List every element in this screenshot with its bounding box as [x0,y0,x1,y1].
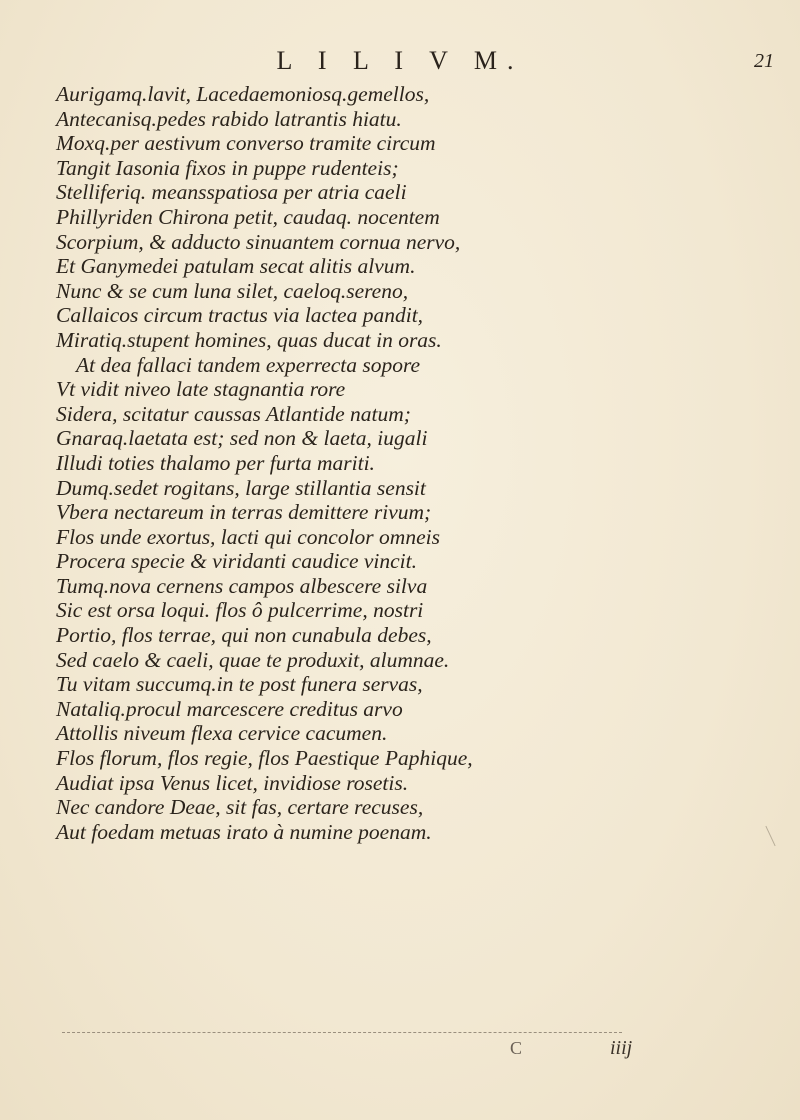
verse-line: Et Ganymedei patulam secat alitis alvum. [56,254,416,279]
verse-line: Tu vitam succumq.in te post funera servas, [56,672,423,697]
margin-mark [765,826,775,846]
verse-line: Portio, flos terrae, qui non cunabula debes, [56,623,432,648]
verse-line: Sic est orsa loqui. flos ô pulcerrime, nostri [56,598,424,623]
poem-body [56,82,696,844]
verse-line: Miratiq.stupent homines, quas ducat in oras. [56,327,442,352]
verse-line: Tangit Iasonia fixos in puppe rudenteis; [56,155,399,180]
verse-line: Illudi toties thalamo per furta mariti. [56,450,375,475]
verse-line: Gnaraq.laetata est; sed non & laeta, iugali [56,426,428,451]
verse-line: Vbera nectareum in terras demittere rivum; [56,500,432,525]
verse-line: Dumq.sedet rogitans, large stillantia sensit [56,475,426,500]
verse-line: Nec candore Deae, sit fas, certare recuses, [56,795,424,820]
verse-line: Phillyriden Chirona petit, caudaq. nocentem [56,204,440,229]
verse-line: Antecanisq.pedes rabido latrantis hiatu. [56,106,402,131]
verse-line: Aut foedam metuas irato à numine poenam. [56,819,432,844]
verse-line: Tumq.nova cernens campos albescere silva [56,573,428,598]
verse-line: Attollis niveum flexa cervice cacumen. [56,721,388,746]
verse-line: Callaicos circum tractus via lactea pandit, [56,303,424,328]
verse-line: Sed caelo & caeli, quae te produxit, alumnae. [56,647,450,672]
signature-mark: C [510,1038,523,1058]
running-title: L I L I V M. [276,46,524,75]
page-number: 21 [754,50,774,72]
verse-line: At dea fallaci tandem experrecta sopore [76,352,421,377]
verse-line: Vt vidit niveo late stagnantia rore [56,377,346,402]
verse-line: Flos florum, flos regie, flos Paestique Paphique, [56,746,473,771]
verse-line: Procera specie & viridanti caudice vincit. [56,549,418,574]
verse-line: Audiat ipsa Venus licet, invidiose rosetis. [56,770,409,795]
verse-line: Stelliferiq. meansspatiosa per atria caeli [56,180,407,205]
verse-line: Flos unde exortus, lacti qui concolor omneis [56,524,440,549]
verse-line: Scorpium, & adducto sinuantem cornua nervo, [56,229,461,254]
verse-line: Nunc & se cum luna silet, caeloq.sereno, [56,278,409,303]
verse-line: Nataliq.procul marcescere creditus arvo [56,696,403,721]
verse-line: Sidera, scitatur caussas Atlantide natum; [56,401,411,426]
verse-line: Moxq.per aestivum converso tramite circum [56,131,436,156]
verse-line: Aurigamq.lavit, Lacedaemoniosq.gemellos, [56,82,430,106]
baseline-rule [62,1032,622,1033]
catchword: iiij [610,1037,633,1059]
